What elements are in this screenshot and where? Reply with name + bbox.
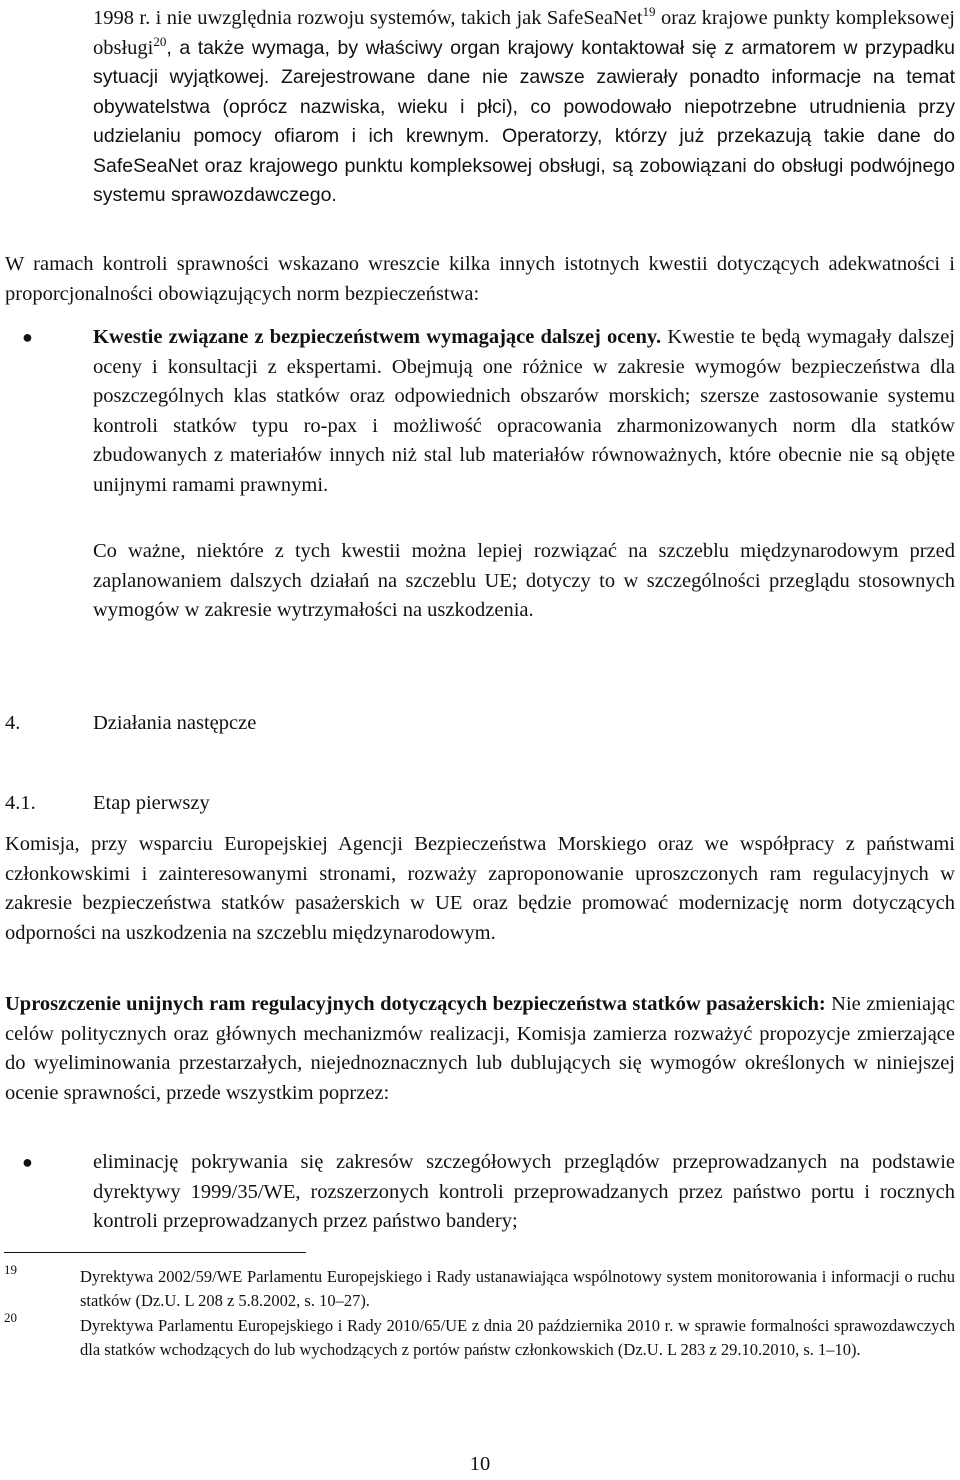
section-title: Etap pierwszy xyxy=(93,792,210,814)
footnote-text: Dyrektywa Parlamentu Europejskiego i Rady 2010/65/UE z dnia 20 października 2010 r. w sprawie formalności sprawozdawczych dla statków wchodzących do lub wychodzących z portów państw członkowskich (Dz.U. L 283 z 29.10.2010, s. 1–10). xyxy=(80,1316,955,1359)
footnote-number: 20 xyxy=(4,1310,17,1325)
section-title: Działania następcze xyxy=(93,712,257,734)
paragraph-simplification xyxy=(5,990,955,1108)
section-heading-4-1 xyxy=(5,789,210,819)
footnote-ref-19[interactable]: 19 xyxy=(642,4,656,19)
section-number: 4.1. xyxy=(5,792,36,814)
paragraph-simplification-text: Nie zmieniając celów politycznych oraz głównych mechanizmów realizacji, Komisja zamierza rozważyć propozycje zmierzające do wyeliminowania przestarzałych, niejednoznacznych lub dublujących się wymogów określonych w niniejszej ocenie sprawności, przede wszystkim poprzez: xyxy=(5,993,955,1104)
intro-text-5: Operatorzy, którzy już przekazują takie dane do SafeSeaNet oraz krajowego punktu kompleksowej obsługi, są zobowiązani do obsługi podwójnego systemu sprawozdawczego. xyxy=(93,125,955,206)
footnote-number: 19 xyxy=(4,1262,17,1277)
section-number: 4. xyxy=(5,712,21,734)
bullet-icon: ● xyxy=(22,327,33,347)
intro-text-3: , a także wymaga, by właściwy organ krajowy kontaktował się z armatorem w przypadku sytuacji wyjątkowej. xyxy=(93,36,955,88)
intro-text-1: 1998 r. i nie uwzględnia rozwoju systemów, takich jak SafeSeaNet xyxy=(93,7,643,29)
bullet-item-text-1: Kwestie te będą wymagały dalszej oceny i konsultacji z ekspertami. xyxy=(93,326,955,378)
footnote-ref-20[interactable]: 20 xyxy=(153,33,167,49)
paragraph-commission: Komisja, przy wsparciu Europejskiej Agencji Bezpieczeństwa Morskiego oraz we współpracy z państwami członkowskimi i zainteresowanymi stronami, rozważy zaproponowanie uproszczonych ram regulacyjnych w zakresie bezpieczeństwa statków pasażerskich w UE oraz będzie promować modernizację norm dotyczących odporności na uszkodzenia na szczeblu międzynarodowym. xyxy=(5,833,955,944)
footnote-divider xyxy=(4,1252,306,1253)
footnote-text: Dyrektywa 2002/59/WE Parlamentu Europejskiego i Rady ustanawiająca wspólnotowy system monitorowania i informacji o ruchu statków (Dz.U. L 208 z 5.8.2002, s. 10–27). xyxy=(80,1267,955,1310)
bullet-item-text-2: Obejmują one różnice w zakresie wymogów bezpieczeństwa dla poszczególnych klas statków oraz odpowiednich obszarów morskich; szersze zastosowanie systemu kontroli statków typu ro-pax i możliwość opracowania zharmonizowanych norm dla statków zbudowanych z materiałów innych niż stal lub materiałów równoważnych, które obecnie nie są objęte unijnymi ramami prawnymi. xyxy=(93,355,956,496)
intro-text-4: Zarejestrowane dane nie zawsze zawierały ponadto informacje na temat obywatelstwa (oprócz nazwiska, wieku i płci), co powodowało niepotrzebne utrudnienia przy udzielaniu pomocy ofiarom i ich krewnym. xyxy=(93,66,955,147)
bullet-item-safety-issues xyxy=(93,323,955,500)
paragraph-simplification-bold: Uproszczenie unijnych ram regulacyjnych dotyczących bezpieczeństwa statków pasażerskich: xyxy=(5,993,826,1015)
intro-text-2: oraz krajowe punkty kompleksowej obsługi xyxy=(93,7,956,59)
section-heading-4 xyxy=(5,709,256,739)
bullet-followup-paragraph: Co ważne, niektóre z tych kwestii można lepiej rozwiązać na szczeblu międzynarodowym przed zaplanowaniem dalszych działań na szczeblu UE; dotyczy to w szczególności przeglądu stosownych wymogów w zakresie wytrzymałości na uszkodzenia. xyxy=(93,540,955,621)
bullet-item-eliminate-overlap: eliminację pokrywania się zakresów szczegółowych przeglądów przeprowadzanych na podstawie dyrektywy 1999/35/WE, rozszerzonych kontroli przeprowadzanych przez państwo portu i rocznych kontroli przeprowadzanych przez państwo bandery; xyxy=(93,1151,955,1232)
paragraph-control: W ramach kontroli sprawności wskazano wreszcie kilka innych istotnych kwestii dotyczących adekwatności i proporcjonalności obowiązujących norm bezpieczeństwa: xyxy=(5,253,955,305)
bullet-icon: ● xyxy=(22,1152,33,1172)
intro-paragraph xyxy=(93,4,955,211)
bullet-item-bold: Kwestie związane z bezpieczeństwem wymagające dalszej oceny. xyxy=(93,326,662,348)
page-number: 10 xyxy=(469,1453,491,1475)
